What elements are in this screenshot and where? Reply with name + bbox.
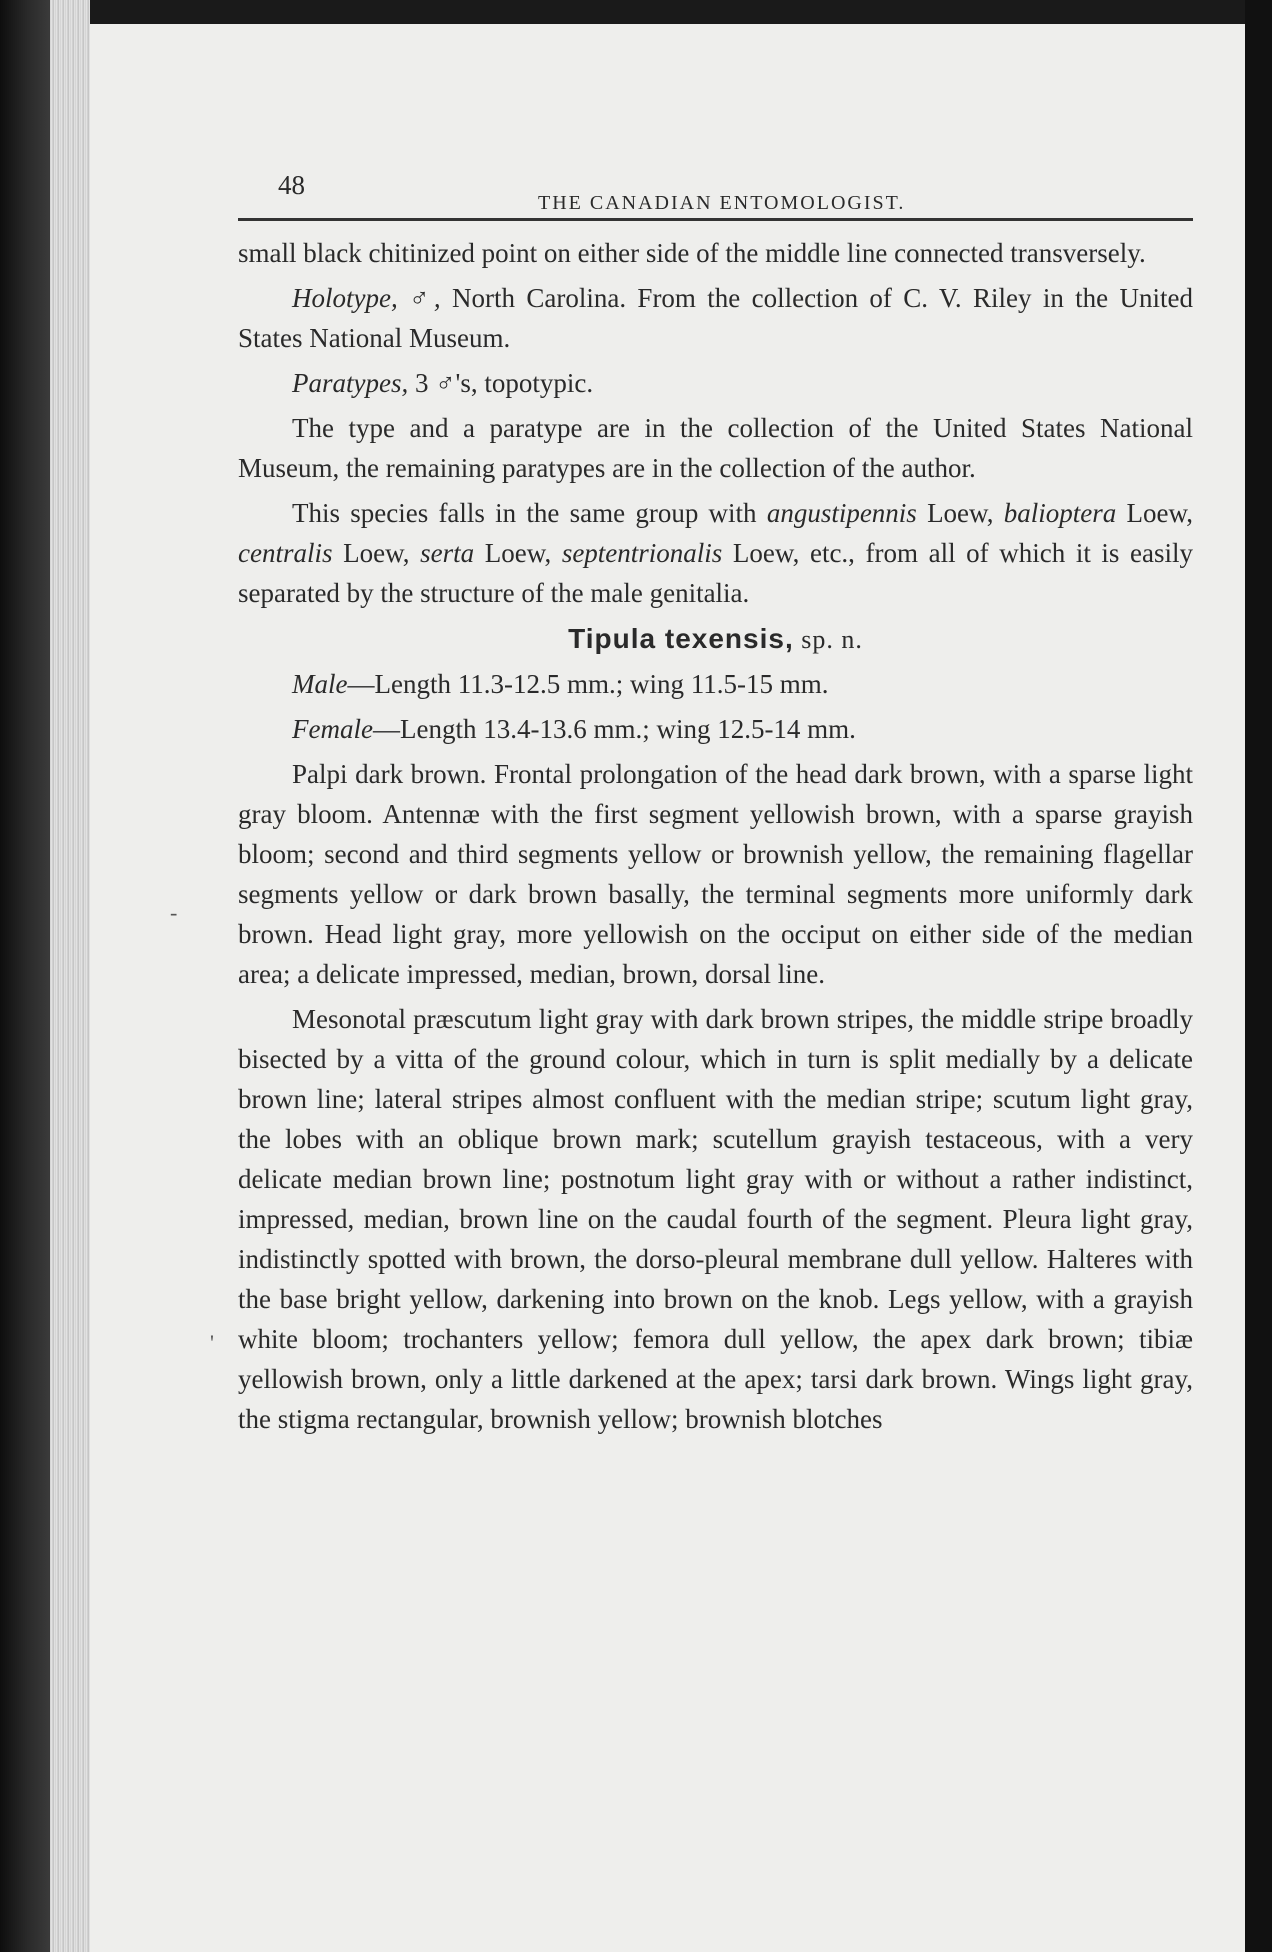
female-text: —Length 13.4-13.6 mm.; wing 12.5-14 mm. xyxy=(372,714,856,744)
species-suffix: sp. n. xyxy=(793,625,863,654)
species-group-paragraph xyxy=(238,493,1193,613)
paragraph-continuation: small black chitinized point on either side of the middle line connected transversely. xyxy=(238,238,1146,268)
holotype-paragraph xyxy=(238,278,1193,358)
page-number: 48 xyxy=(278,170,305,200)
journal-title: THE CANADIAN ENTOMOLOGIST. xyxy=(538,192,906,214)
text-run: Loew, xyxy=(916,498,1004,528)
text-run: Loew, xyxy=(474,538,562,568)
holotype-label: Holotype, ♂, xyxy=(292,283,441,313)
species-name-balioptera: balioptera xyxy=(1003,498,1117,528)
margin-dash-mark: - xyxy=(170,900,178,925)
female-measurements xyxy=(238,709,1193,749)
species-name-septentrionalis: septentrionalis xyxy=(561,538,723,568)
text-run: Loew, xyxy=(1116,498,1193,528)
right-margin-shadow xyxy=(1245,0,1272,1952)
holotype-text: North Carolina. From the collection of C. V. Riley in the United States National Museum. xyxy=(238,283,1193,353)
male-label: Male xyxy=(292,669,348,699)
species-name: Tipula texensis, xyxy=(568,623,794,654)
text-run: Loew, xyxy=(332,538,421,568)
male-measurements xyxy=(238,664,1193,704)
species-name-centralis: centralis xyxy=(238,538,333,568)
species-name-angustipennis: angustipennis xyxy=(766,498,917,528)
page-edges xyxy=(50,0,90,1952)
paratypes-label: Paratypes, xyxy=(292,368,409,398)
paratypes-text: 3 ♂'s, topotypic. xyxy=(408,368,594,398)
female-label: Female xyxy=(292,714,373,744)
running-head xyxy=(238,170,1193,221)
type-location-paragraph: The type and a paratype are in the collection of the United States National Museum, the remaining paratypes are in the collection of the author. xyxy=(238,413,1193,483)
thorax-description-paragraph: Mesonotal præscutum light gray with dark brown stripes, the middle stripe broadly bisected by a vitta of the ground colour, which in turn is split medially by a delicate brown line; lateral stripes almost confluent with the median stripe; scutum light gray, the lobes with an oblique brown mark; scutellum grayish testaceous, with a very delicate median brown line; postnotum light gray with or without a rather indistinct, impressed, median, brown line on the caudal fourth of the segment. Pleura light gray, indistinctly spotted with brown, the dorso-pleural membrane dull yellow. Halteres with the base bright yellow, darkening into brown on the knob. Legs yellow, with a grayish white bloom; trochanters yellow; femora dull yellow, the apex dark brown; tibiæ yellowish brown, only a little darkened at the apex; tarsi dark brown. Wings light gray, the stigma rectangular, brownish yellow; brownish blotches xyxy=(238,1004,1193,1434)
page-content xyxy=(238,170,1193,1444)
species-name-serta: serta xyxy=(420,538,475,568)
head-description-paragraph: Palpi dark brown. Frontal prolongation of the head dark brown, with a sparse light gray bloom. Antennæ with the first segment yellowish brown, with a sparse grayish bloom; second and third segments yellow or brownish yellow, the remaining flagellar segments yellow or dark brown basally, the terminal segments more uniformly dark brown. Head light gray, more yellowish on the occiput on either side of the median area; a delicate impressed, median, brown, dorsal line. xyxy=(238,759,1193,989)
male-text: —Length 11.3-12.5 mm.; wing 11.5-15 mm. xyxy=(347,669,829,699)
body-text xyxy=(238,233,1193,1439)
margin-tick-mark: ' xyxy=(210,1330,214,1355)
species-heading xyxy=(238,619,1193,660)
text-run: Loew, etc., from all of which it is easily separated by the structure of the male genitalia. xyxy=(238,538,1193,608)
paratypes-paragraph xyxy=(238,363,1193,403)
text-run: This species falls in the same group with xyxy=(292,498,767,528)
